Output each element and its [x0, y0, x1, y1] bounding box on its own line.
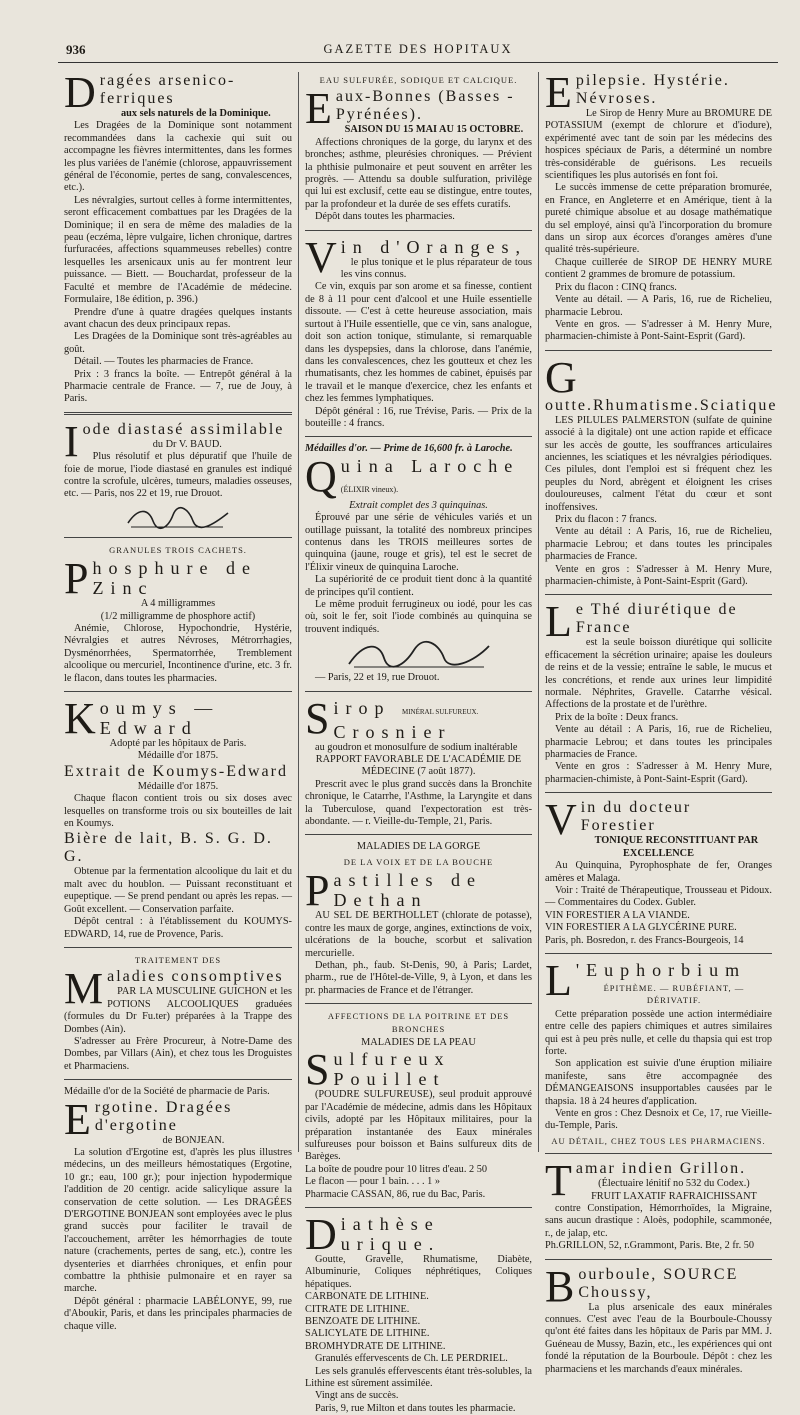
ad-caption: AU DÉTAIL, CHEZ TOUS LES PHARMACIENS. — [551, 1135, 766, 1146]
ad-text: Chaque flacon contient trois ou six doses avec lesquelles on transforme trois ou six bouteilles de lait en Koumys. — [64, 793, 292, 830]
ad-title: amar indien Grillon. — [575, 1160, 747, 1178]
separator — [64, 1079, 292, 1080]
page-number: 936 — [66, 42, 86, 57]
ad-title-text: Crosnier — [333, 721, 452, 742]
ad-text: Cette préparation possède une action intermédiaire entre celle des papiers chimiques et autres similaires qui est à peu près nulle, et celle du thapsia qui est trop forte. — [545, 1008, 772, 1057]
ad-subtitle: de BONJEAN. — [162, 1134, 225, 1146]
drop-cap: V — [545, 795, 577, 845]
drop-cap: B — [545, 1261, 575, 1311]
ad-title: pilepsie. Hystérie. Névroses. — [575, 72, 730, 107]
ad-text: (Électuaire lénitif no 532 du Codex.) — [598, 1178, 750, 1190]
ad-text: — Paris, 22 et 19, rue Drouot. — [315, 672, 440, 684]
drop-cap: S — [305, 1045, 330, 1095]
ad-text: Dépôt général : 16, rue Trévise, Paris. — Prix de la bouteille : 4 francs. — [305, 405, 532, 429]
separator — [545, 1259, 772, 1260]
ad-title-text: uina Laroche — [340, 455, 520, 476]
ad-text: La solution d'Ergotine est, d'après les plus illustres médecins, un des meilleurs hémostatiques (Ergotine, 10 gr.; eau, 100 gr.); pour injection hypodermique l'addition de 20 centigr. acide salicylique assure la conservation de cette solution. — Les DRAGÉES D'ERGOTINE BONJEAN sont employées avec le plus grand succès pour faciliter le travail de l'accouchement, arrêter les hémorrhagies de toute nature (crachements, pertes de sang, etc.), contre les dysenteries et diarrhées chroniques, et enfin pour combattre la phthisie pulmonaire et en rayer sa marche. — [64, 1146, 292, 1295]
ad-text: Chaque cuillerée de SIROP DE HENRY MURE contient 2 grammes de bromure de potassium. — [545, 256, 772, 281]
ad-sulfureux-pouillet — [305, 1010, 532, 1201]
ad-title: ragées arsenico-ferriques — [99, 72, 236, 107]
ad-text: Obtenue par la fermentation alcoolique du lait et du malt avec du houblon. — Puissant reconstituant et eupeptique. — Se prend pendant ou après les repas. — Goût excellent. — Conservation parfaite. — [64, 866, 292, 915]
ad-text: AU SEL DE BERTHOLLET (chlorate de potasse), contre les maux de gorge, angines, extinctions de voix, ulcérations de la bouche, scorbut et salivation mercurielle. — [305, 910, 532, 959]
ad-title-note: (ÉLIXIR vineux). — [340, 484, 399, 494]
ad-koumys — [64, 694, 292, 941]
signature — [64, 503, 292, 531]
ad-caption: TRAITEMENT DES — [134, 954, 222, 965]
ad-text: S'adresser au Frère Procureur, à Notre-Dame des Dombes, par Villars (Ain), et chez tous les Droguistes et Pharmaciens. — [64, 1035, 292, 1072]
ad-text: Prix de la boîte : Deux francs. — [555, 711, 679, 723]
drop-cap: M — [64, 964, 104, 1014]
ad-vin-oranges — [305, 232, 532, 431]
ad-maladies-consomptives — [64, 954, 292, 1073]
ad-text: Voir : Traité de Thérapeutique, Trousseau et Pidoux. — Commentaires du Codex. Gubler. — [545, 884, 772, 909]
ad-text: Vente en gros. — S'adresser à M. Henry Mure, pharmacien-chimiste à Pont-Saint-Esprit (Gard). — [545, 318, 772, 343]
ad-text: VIN FORESTIER A LA VIANDE. — [545, 909, 690, 921]
ad-text: Ph.GRILLON, 52, r.Grammont, Paris. Bte, 2 fr. 50 — [545, 1240, 755, 1252]
drop-cap: I — [64, 416, 79, 466]
list-item: BENZOATE DE LITHINE. — [305, 1316, 421, 1328]
ad-text: le plus tonique et le plus réparateur de tous les vins connus. — [340, 256, 532, 281]
ad-title: aladies consomptives — [107, 968, 284, 986]
column-middle — [298, 72, 538, 1414]
ad-text: Paris, 9, rue Milton et dans toutes les pharmacie. — [315, 1402, 516, 1414]
ad-subtitle: aux sels naturels de la Dominique. — [121, 108, 271, 119]
ad-sirop-crosnier — [305, 693, 532, 829]
separator — [305, 1207, 532, 1208]
ad-text: Goutte, Gravelle, Rhumatisme, Diabète, Albuminurie, Coliques néphrétiques, Coliques hépatiques. — [305, 1254, 532, 1290]
list-item: BROMHYDRATE DE LITHINE. — [305, 1340, 446, 1352]
ad-phosphure-zinc — [64, 544, 292, 685]
ad-pastilles-dethan — [305, 841, 532, 997]
drop-cap: L — [545, 597, 572, 647]
ad-text: Le Sirop de Henry Mure au BROMURE DE POTASSIUM (exempt de chlorure et d'iodure), expérimenté avec tant de soin par les médecins des hospices spéciaux de Paris, a déterminé un nombre très-considérable de guérisons. Les recueils scientifiques les plus autorisés en font foi. — [545, 108, 772, 182]
ad-text: Affections chroniques de la gorge, du larynx et des bronches; asthme, pleurésies chroniques. — Prévient la phthisie pulmonaire et peut souvent en arrêter les progrès. — Attendu sa double sulfuration, privilège qui lui est exclusif, cette eau se distingue, entre toutes, par la profondeur et la durée de ses effets curatifs. — [305, 136, 532, 210]
ad-caption: GRANULES TROIS CACHETS. — [109, 544, 247, 555]
separator — [64, 537, 292, 538]
drop-cap: V — [305, 232, 337, 282]
ad-iode — [64, 416, 292, 531]
drop-cap: Q — [305, 451, 337, 501]
ad-text: Médaille d'or 1875. — [137, 780, 219, 792]
list-item: CARBONATE DE LITHINE. — [305, 1291, 429, 1303]
ad-caption: MALADIES DE LA GORGE — [356, 841, 481, 853]
ad-text: Extrait complet des 3 quinquinas. — [349, 499, 488, 511]
ad-title: iathèse urique. — [340, 1214, 441, 1254]
ad-text: Son application est suivie d'une éruption miliaire manifeste, sans être accompagnée des DÉMANGEAISONS insupportables causées par le thapsia. 18 à 24 heures d'application. — [545, 1058, 772, 1107]
drop-cap: E — [305, 84, 332, 134]
ad-vin-forestier — [545, 795, 772, 947]
ad-text: Prescrit avec le plus grand succès dans la Bronchite chronique, le Catarrhe, l'Asthme, la Laryngite et dans la Tuberculose, quand l'expectoration est très-abondante. — r. Vieille-du-Temple, 21, Paris. — [305, 778, 532, 828]
ad-title: outte.Rhumatisme.Sciatique — [545, 396, 778, 414]
ad-text: Plus résolutif et plus dépuratif que l'huile de foie de morue, l'iode diastasé en granules est indiqué contre la scrofule, ulcères, tumeurs, maladies osseuses, etc. — Paris, nos 22 et 19, rue Drouot. — [64, 451, 292, 500]
separator — [545, 792, 772, 793]
ad-text: Prendre d'une à quatre dragées quelques instants avant chacun des deux principaux repas. — [64, 306, 292, 330]
ad-quina-laroche — [305, 443, 532, 684]
ad-text: Médaille d'or 1875. — [137, 750, 219, 762]
ad-text: Vente en gros : S'adresser à M. Henry Mure, pharmacien-chimiste, à Pont-Saint-Esprit (Gard). — [545, 563, 772, 587]
ad-title: Bière de lait, B. S. G. D. G. — [64, 830, 273, 866]
separator — [305, 691, 532, 692]
ad-text: Le flacon — pour 1 bain. . . . 1 » — [305, 1176, 440, 1188]
separator — [64, 947, 292, 948]
separator — [64, 691, 292, 692]
ad-text: Adopté par les hôpitaux de Paris. — [109, 738, 247, 750]
header-rule — [58, 62, 778, 63]
ad-text: Dépôt général : pharmacie LABÉLONYE, 99, rue d'Aboukir, Paris, et dans les principales pharmacies de chaque ville. — [64, 1295, 292, 1332]
ad-text: La supériorité de ce produit tient donc à la quantité de principes qu'il contient. — [305, 574, 532, 598]
drop-cap: G — [545, 352, 577, 402]
separator — [305, 436, 532, 437]
ad-epilepsie — [545, 68, 772, 344]
list-item: SALICYLATE DE LITHINE. — [305, 1328, 430, 1340]
ad-text: Prix du flacon : CINQ francs. — [555, 281, 677, 293]
separator — [305, 1003, 532, 1004]
drop-cap: D — [64, 68, 96, 117]
ad-text: est la seule boisson diurétique qui sollicite efficacement la sécrétion urinaire; apaise les douleurs de reins et de la vessie; entraîne le sable, le mucus et les concrétions, et rende aux urines leur limpidité normale. Néphrites, Gravelle. Catarrhe vésical. Affections de la prostate et de l'urèthre. — [545, 637, 772, 711]
ad-text: Pharmacie CASSAN, 86, rue du Bac, Paris. — [305, 1188, 486, 1200]
ad-text: Dethan, ph., faub. St-Denis, 90, à Paris; Lardet, pharm., rue de l'Hôtel-de-Ville, 9, à Lyon, et dans les pr. pharmacies de France et de l'étranger. — [305, 959, 532, 996]
ad-text: La plus arsenicale des eaux minérales connues. C'est avec l'eau de la Bourboule-Choussy qu'ont été faites dans les hôpitaux de Paris par MM. J. Guéneau de Mussy, Bazin, etc., les expériences qui ont fondé la réputation de la Bourboule. Dépôt : chez les pharmaciens et les marchands d'eaux minérales. — [545, 1301, 772, 1375]
ad-text: Les névralgies, surtout celles à forme intermittentes, seront efficacement combattues par les Dragées de la Dominique; il en sera de même des maladies de la peau (eczéma, lèpre vulgaire, lichen chronique, dartres furfuracées, affections squammeuses rebelles) contre lesquelles les arsenicaux unis au fer montrent leur puissance. — Biett. — Bouchardat, professeur de la Faculté et membre de l'Académie de médecine. Formulaire, 18e édition, p. 396.) — [64, 194, 292, 306]
signature-image — [344, 638, 494, 670]
ad-text: A 4 milligrammes — [140, 598, 216, 610]
ad-title: astilles de Dethan — [333, 870, 482, 911]
ad-caption: Médailles d'or. — Prime de 16,600 fr. à Laroche. — [305, 443, 513, 455]
ad-title — [305, 451, 532, 501]
column-left — [58, 68, 298, 1332]
ad-text: au goudron et monosulfure de sodium inaltérable — [315, 741, 518, 753]
ad-text: Vente au détail. — A Paris, 16, rue de Richelieu, pharmacie Lebrou. — [545, 294, 772, 318]
ad-diathese-urique — [305, 1210, 532, 1415]
ad-text: Le même produit ferrugineux ou iodé, pour les cas où, soit le fer, soit l'iode combinés au quinquina se trouvent indiqués. — [305, 599, 532, 635]
ad-text: PAR LA MUSCULINE GUICHON et les POTIONS ALCOOLIQUES graduées (formules du Dr Fu.ter) préparées à la Trappe des Dombes (Ain). — [64, 986, 292, 1035]
ad-text: LES PILULES PALMERSTON (sulfate de quinine associé à la digitale) ont une action rapide et efficace sur les accès de goutte, les souffrances articulaires anciennes, les sciatiques et les névralgies périodiques. Ces pilules, dont l'emploi est si fréquent chez les peuples du Nord, abrègent et éloignent les crises douloureuses, calment l'état du cœur et sont inoffensives. — [545, 414, 772, 513]
ad-caption: AFFECTIONS DE LA POITRINE ET DES BRONCHES — [327, 1011, 510, 1034]
ad-title: hosphure de Zinc — [92, 558, 257, 599]
ad-text: Le succès immense de cette préparation bromurée, en France, en Angleterre et en Amérique, tient à la pureté chimique absolue et au dosage mathématique du sel employé, ainsi qu'à l'incorporation du bromure dans un sirop aux écorces d'oranges amères d'une qualité très-supérieure. — [545, 182, 772, 256]
ad-tamar-indien — [545, 1156, 772, 1252]
ad-text: Vente en gros : Chez Desnoix et Ce, 17, rue Vieille-du-Temple, Paris. — [545, 1108, 772, 1132]
column-right — [538, 68, 778, 1375]
ad-the-diuretique — [545, 597, 772, 786]
drop-cap: D — [305, 1210, 337, 1259]
ad-text: Prix du flacon : 7 francs. — [555, 513, 657, 525]
signature-image — [123, 503, 233, 531]
separator — [545, 953, 772, 954]
ad-title: e Thé diurétique de France — [575, 601, 738, 637]
newspaper-title: GAZETTE DES HOPITAUX — [323, 42, 513, 56]
separator — [305, 834, 532, 835]
ad-text: Les Dragées de la Dominique sont très-agréables au goût. — [64, 331, 292, 355]
ad-title: in du docteur Forestier — [580, 799, 692, 835]
ad-title: oumys — Edward — [99, 698, 220, 739]
ad-title: aux-Bonnes (Basses - Pyrénées). — [335, 88, 515, 124]
ad-title: ode diastasé assimilable — [82, 420, 285, 438]
separator — [545, 350, 772, 351]
columns — [58, 68, 778, 1414]
drop-cap: T — [545, 1156, 572, 1206]
ad-text: Les Dragées de la Dominique sont notamment recommandées dans la cachexie qui suit ou accompagne les fièvres intermittentes, dans les formes les plus variées de l'anémie (chlorose, appauvrissement général de l'économie, pertes de sang, convalescences, etc.). — [64, 120, 292, 194]
ad-bourboule — [545, 1261, 772, 1376]
ad-text: Granulés effervescents de Ch. LE PERDRIEL. — [315, 1353, 508, 1365]
ad-text: (1/2 milligramme de phosphore actif) — [100, 610, 256, 622]
ad-title: 'Euphorbium — [575, 959, 747, 980]
ad-title: ourboule, SOURCE Choussy, — [578, 1265, 739, 1301]
drop-cap: S — [305, 693, 330, 743]
separator — [545, 1153, 772, 1154]
ad-text: FRUIT LAXATIF RAFRAICHISSANT — [591, 1190, 757, 1202]
ad-text: Vingt ans de succès. — [315, 1390, 399, 1402]
ad-dragees — [64, 68, 292, 406]
ad-text: contre Constipation, Hémorrhoïdes, la Migraine, sans aucun drastique : Aloès, podophile, scammonée, r., de jalap, etc. — [545, 1203, 772, 1239]
ad-text: Anémie, Chlorose, Hypochondrie, Hystérie, Névralgies et autres Névroses, Métrorrhagies, Dysménorrhées, Spermatorrhée, Tremblement alcoolique ou mercuriel, Incontinence d'urine, etc. 3 fr. le flacon, dans toutes les pharmacies. — [64, 623, 292, 684]
ad-text: Les sels granulés effervescents étant très-solubles, la Lithine est sûrement assimilée. — [305, 1365, 532, 1390]
ad-subtitle: du Dr V. BAUD. — [152, 438, 222, 450]
ad-caption: Médaille d'or de la Société de pharmacie de Paris. — [64, 1086, 270, 1098]
ad-euphorbium — [545, 955, 772, 1147]
ad-goutte — [545, 352, 778, 589]
ad-text: Vente en gros : S'adresser à M. Henry Mure, pharmacien-chimiste, à Pont-Saint-Esprit (Gard). — [545, 761, 772, 785]
drop-cap: L — [545, 955, 572, 1005]
list-item: CITRATE DE LITHINE. — [305, 1303, 410, 1315]
ad-text: Éprouvé par une série de véhicules variés et un outillage puissant, la totalité des nombreux principes contenus dans les TROIS meilleures sortes de quinquina (jaune, rouge et gris), tel est le secret de l'Élixir vineux de quinquina Laroche. — [305, 512, 532, 573]
ad-caption: DE LA VOIX ET DE LA BOUCHE — [343, 856, 494, 867]
ad-subtitle: SAISON DU 15 MAI AU 15 OCTOBRE. — [344, 124, 524, 136]
page-header — [58, 36, 778, 60]
ad-eaux-bonnes — [305, 74, 532, 224]
ad-text: (POUDRE SULFUREUSE), seul produit approuvé par l'Académie de médecine, admis dans les Hôpitaux civils, adopté par les Hôpitaux militaires, pour la préparation instantanée des Eaux minérales sulfureuses pour boisson et Bains sulfureux dits de Barèges. — [305, 1089, 532, 1163]
ad-title-note: MINÉRAL SULFUREUX. — [401, 707, 479, 716]
ad-text: Prix : 3 francs la boîte. — Entrepôt général à la Pharmacie centrale de France. — 7, rue de Jouy, à Paris. — [64, 368, 292, 405]
drop-cap: E — [64, 1094, 91, 1144]
ad-title: Extrait de Koumys-Edward — [64, 762, 288, 780]
drop-cap: K — [64, 694, 96, 744]
signature — [305, 638, 532, 670]
drop-cap: P — [64, 554, 89, 604]
ad-caption: MALADIES DE LA PEAU — [361, 1036, 476, 1048]
ad-text: Ce vin, exquis par son arome et sa finesse, contient de 8 à 11 pour cent d'alcool et une Huile essentielle dissoute. — C'est à cette heureuse association, mais surtout à l'Huile essentielle, que ce vin, sans analogue, doit son action tonique, stimulante, si remarquable dans les dyspepsies, dans la chlorose, dans l'anémie, dans les convalescences, chez les goutteux et chez les rhumatisants, chez les hommes de cabinet, épuisés par le travail et le manque d'exercice, chez les enfants et chez les femmes lymphatiques. — [305, 281, 532, 405]
ad-title — [305, 693, 532, 743]
ad-text: Détail. — Toutes les pharmacies de France. — [74, 356, 254, 368]
ad-text: Vente au détail : A Paris, 16, rue de Richelieu, pharmacie Lebrou; et dans toutes les principales pharmacies de France. — [545, 724, 772, 761]
drop-cap: P — [305, 866, 330, 916]
ad-title-text: irop — [333, 697, 391, 718]
separator — [64, 412, 292, 415]
ad-text: RAPPORT FAVORABLE DE L'ACADÉMIE DE MÉDECINE (7 août 1877). — [315, 754, 522, 778]
separator — [305, 230, 532, 231]
ad-text: Paris, ph. Bosredon, r. des Francs-Bourgeois, 14 — [545, 934, 744, 946]
drop-cap: E — [545, 68, 572, 117]
ad-text: La boîte de poudre pour 10 litres d'eau. 2 50 — [305, 1163, 488, 1175]
ad-ergotine — [64, 1086, 292, 1333]
ad-text: Vente au détail : A Paris, 16, rue de Richelieu, pharmacie Lebrou; et dans toutes les principales pharmacies de France. — [545, 526, 772, 563]
ad-text: Au Quinquina, Pyrophosphate de fer, Oranges amères et Malaga. — [545, 860, 772, 884]
ad-title: in d'Oranges, — [340, 236, 528, 257]
separator — [545, 594, 772, 595]
ad-text: Dépôt central : à l'établissement du KOUMYS-EDWARD, 14, rue de Provence, Paris. — [64, 916, 292, 940]
ad-caption: ÉPITHÈME. — RUBÉFIANT, — DÉRIVATIF. — [603, 982, 745, 1006]
ad-text: VIN FORESTIER A LA GLYCÉRINE PURE. — [545, 922, 737, 934]
ad-caption: EAU SULFURÉE, SODIQUE ET CALCIQUE. — [319, 75, 518, 85]
ad-title: rgotine. Dragées d'ergotine — [94, 1098, 233, 1134]
ad-text: Dépôt dans toutes les pharmacies. — [315, 211, 455, 223]
ad-title: ulfureux Pouillet — [333, 1049, 451, 1090]
ad-subtitle: TONIQUE RECONSTITUANT PAR EXCELLENCE — [594, 835, 759, 859]
